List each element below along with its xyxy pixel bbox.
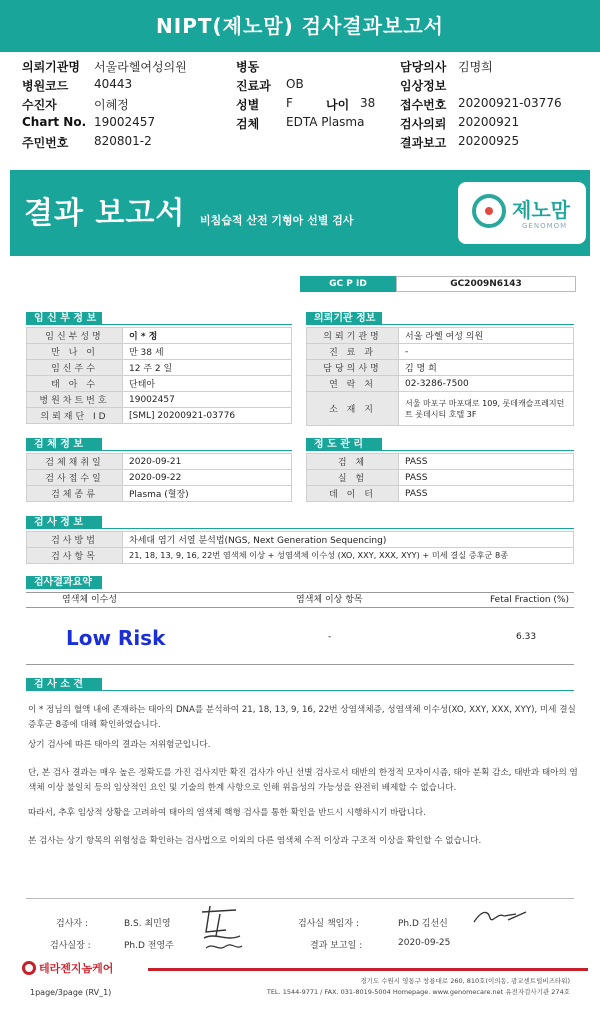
row-value: PASS bbox=[399, 470, 574, 486]
row-label: 검체종류 bbox=[27, 486, 123, 502]
meta-key: 담당의사 bbox=[400, 60, 447, 74]
row-label: 임신주수 bbox=[27, 360, 123, 376]
footer-address bbox=[250, 976, 570, 998]
row-value: Plasma (혈장) bbox=[123, 486, 292, 502]
row-value: - bbox=[399, 344, 574, 360]
row-value: 12 주 2 일 bbox=[123, 360, 292, 376]
row-value: 21, 18, 13, 9, 16, 22번 염색체 이상 + 성염색체 이수성 (XO, XXY, XXX, XYY) + 미세 결실 증후군 8종 bbox=[123, 548, 574, 564]
row-value: PASS bbox=[399, 486, 574, 502]
section-rule bbox=[306, 324, 574, 325]
signature-divider bbox=[26, 898, 574, 899]
table-row bbox=[307, 344, 574, 360]
row-value: 서울 마포구 마포대로 109, 롯데캐슬프레지던트 롯데시티 호텔 3F bbox=[399, 392, 574, 426]
meta-value: F bbox=[286, 96, 293, 110]
row-value: 단태아 bbox=[123, 376, 292, 392]
tester-label: 검사자 : bbox=[56, 919, 88, 929]
tester-signature-icon bbox=[196, 902, 246, 954]
section-header-opinion: 검 사 소 견 bbox=[26, 678, 102, 691]
summary-col-header: 염색체 이상 항목 bbox=[296, 595, 363, 605]
section-header-summary: 검사결과요약 bbox=[26, 576, 102, 589]
meta-key: 나이 bbox=[326, 98, 350, 112]
company-logo-icon bbox=[22, 961, 36, 975]
risk-result: Low Risk bbox=[66, 626, 166, 650]
meta-value: OB bbox=[286, 77, 304, 91]
meta-value: 40443 bbox=[94, 77, 133, 91]
row-value: 02-3286-7500 bbox=[399, 376, 574, 392]
tester-name: B.S. 최민영 bbox=[124, 919, 171, 929]
row-label: 담당의사명 bbox=[307, 360, 399, 376]
table-row bbox=[307, 360, 574, 376]
row-label: 만 나 이 bbox=[27, 344, 123, 360]
row-label: 진 료 과 bbox=[307, 344, 399, 360]
qc-table bbox=[306, 453, 574, 502]
table-row bbox=[27, 344, 292, 360]
meta-value: 38 bbox=[360, 96, 376, 110]
banner-title: 결과 보고서 bbox=[24, 196, 186, 231]
opinion-paragraph: 단, 본 검사 결과는 매우 높은 정확도를 가진 검사지만 확진 검사가 아닌 선별 검사로서 태반의 한정적 모자이시즘, 태아 분획 감소, 태반과 태아의 염색체 이상 불일치 등의 임상적인 요인 및 기술의 한계 사항으로 인해 위음성의 가능성을 완전히 배제할 수 없습니다. bbox=[28, 768, 578, 793]
logo-mark-icon bbox=[472, 194, 506, 228]
row-label: 검사항목 bbox=[27, 548, 123, 564]
genomom-logo bbox=[458, 182, 586, 244]
row-label: 검체채취일 bbox=[27, 454, 123, 470]
meta-value: 19002457 bbox=[94, 115, 156, 129]
row-label: 태 아 수 bbox=[27, 376, 123, 392]
table-row bbox=[27, 454, 292, 470]
director-name: Ph.D 김선신 bbox=[398, 919, 448, 929]
row-label: 의뢰재단 ID bbox=[27, 408, 123, 424]
meta-value: 820801-2 bbox=[94, 134, 152, 148]
summary-col-header: 염색체 이수성 bbox=[62, 595, 118, 605]
meta-block bbox=[0, 52, 600, 152]
table-row bbox=[307, 328, 574, 344]
section-rule bbox=[306, 450, 574, 451]
table-row bbox=[27, 408, 292, 424]
table-row bbox=[27, 328, 292, 344]
table-row bbox=[307, 392, 574, 426]
meta-key: 수진자 bbox=[22, 98, 57, 112]
report-title: NIPT(제노맘) 검사결과보고서 bbox=[0, 0, 600, 52]
table-row bbox=[27, 486, 292, 502]
meta-key: 임상정보 bbox=[400, 79, 447, 93]
meta-key: 성별 bbox=[236, 98, 260, 112]
section-rule bbox=[26, 324, 292, 325]
table-row bbox=[27, 548, 574, 564]
row-label: 검사접수일 bbox=[27, 470, 123, 486]
row-value: 2020-09-22 bbox=[123, 470, 292, 486]
report-date-label: 결과 보고일 : bbox=[310, 941, 363, 951]
section-rule bbox=[26, 528, 574, 529]
row-value: 김 명 희 bbox=[399, 360, 574, 376]
logo-text: 제노맘 bbox=[512, 198, 570, 222]
table-row bbox=[307, 376, 574, 392]
meta-value: EDTA Plasma bbox=[286, 115, 365, 129]
opinion-paragraph: 따라서, 추후 임상적 상황을 고려하여 태아의 염색체 핵형 검사를 통한 확인을 반드시 시행하시기 바랍니다. bbox=[28, 808, 426, 818]
section-header-qc: 정 도 관 리 bbox=[306, 438, 382, 451]
report-banner bbox=[10, 170, 590, 256]
gcpid-value: GC2009N6143 bbox=[396, 276, 576, 292]
table-row bbox=[27, 470, 292, 486]
meta-key: 진료과 bbox=[236, 79, 271, 93]
table-row bbox=[307, 454, 574, 470]
specimen-table bbox=[26, 453, 292, 502]
table-row bbox=[27, 376, 292, 392]
row-label: 검 체 bbox=[307, 454, 399, 470]
opinion-paragraph: 이 * 정님의 혈액 내에 존재하는 태아의 DNA를 분석하여 21, 18, 13, 9, 16, 22번 상염색체증, 성염색체 이수성(XO, XXY, XXX, XYY), 미세 결실 증후군 8종에 대해 확인하였습니다. bbox=[28, 705, 576, 730]
chief-name: Ph.D 전영주 bbox=[124, 941, 174, 951]
meta-key: 검사의뢰 bbox=[400, 117, 447, 131]
test-table bbox=[26, 531, 574, 564]
meta-value: 20200921-03776 bbox=[458, 96, 562, 110]
meta-key: 결과보고 bbox=[400, 136, 447, 150]
row-value: PASS bbox=[399, 454, 574, 470]
meta-value: 이혜정 bbox=[94, 98, 129, 112]
footer-rule bbox=[148, 968, 588, 971]
section-header-specimen: 검 체 정 보 bbox=[26, 438, 102, 451]
opinion-paragraph: 본 검사는 상기 항목의 위험성을 확인하는 검사법으로 이외의 다른 염색체 수적 이상과 구조적 이상을 확인할 수 없습니다. bbox=[28, 836, 482, 846]
page-indicator: 1page/3page (RV_1) bbox=[30, 988, 112, 997]
table-row bbox=[307, 486, 574, 502]
abnormal-value: - bbox=[328, 632, 332, 642]
summary-col-header: Fetal Fraction (%) bbox=[490, 595, 569, 605]
table-row bbox=[27, 392, 292, 408]
row-label: 데 이 터 bbox=[307, 486, 399, 502]
section-header-patient: 임 신 부 정 보 bbox=[26, 312, 102, 325]
company-logo bbox=[22, 960, 113, 976]
row-label: 의뢰기관명 bbox=[307, 328, 399, 344]
opinion-paragraph: 상기 검사에 따른 태아의 결과는 저위험군입니다. bbox=[28, 740, 211, 750]
row-value: 서울 라헬 여성 의원 bbox=[399, 328, 574, 344]
director-signature-icon bbox=[472, 906, 528, 926]
row-value: 차세대 염기 서열 분석법(NGS, Next Generation Sequencing) bbox=[123, 532, 574, 548]
table-row bbox=[307, 470, 574, 486]
row-value: 만 38 세 bbox=[123, 344, 292, 360]
address-line: 경기도 수원시 영통구 창룡대로 260, 810호(이의동, 광교센트럴비즈타워) bbox=[360, 977, 570, 985]
row-label: 병원차트번호 bbox=[27, 392, 123, 408]
meta-key: 검체 bbox=[236, 117, 260, 131]
row-value: 이 * 정 bbox=[123, 328, 292, 344]
meta-key: 접수번호 bbox=[400, 98, 447, 112]
row-label: 실 험 bbox=[307, 470, 399, 486]
row-label: 소 재 지 bbox=[307, 392, 399, 426]
section-header-test: 검 사 정 보 bbox=[26, 516, 102, 529]
table-row bbox=[27, 532, 574, 548]
report-date: 2020-09-25 bbox=[398, 938, 451, 948]
meta-key: 의뢰기관명 bbox=[22, 60, 80, 74]
row-value: 2020-09-21 bbox=[123, 454, 292, 470]
meta-key: 병동 bbox=[236, 60, 260, 74]
fetal-fraction-value: 6.33 bbox=[516, 632, 537, 642]
banner-subtitle: 비침습적 산전 기형아 선별 검사 bbox=[200, 214, 354, 227]
table-row bbox=[27, 360, 292, 376]
meta-value: 김명희 bbox=[458, 60, 493, 74]
gcpid-label: GC P ID bbox=[300, 276, 396, 292]
patient-table bbox=[26, 327, 292, 424]
contact-line: TEL. 1544-9771 / FAX. 031-8019-5004 Homepage. www.genomecare.net 유전자검사기관 274호 bbox=[266, 988, 570, 996]
company-name: 테라젠지놈케어 bbox=[39, 962, 114, 975]
meta-value: 20200921 bbox=[458, 115, 520, 129]
logo-small-text: GENOMOM bbox=[522, 222, 568, 230]
section-rule bbox=[26, 690, 574, 691]
meta-key: 주민번호 bbox=[22, 136, 69, 150]
row-label: 검사방법 bbox=[27, 532, 123, 548]
director-label: 검사실 책임자 : bbox=[298, 919, 359, 929]
meta-value: 서울라헬여성의원 bbox=[94, 60, 187, 74]
row-label: 임신부성명 bbox=[27, 328, 123, 344]
section-rule bbox=[26, 450, 292, 451]
meta-value: 20200925 bbox=[458, 134, 520, 148]
row-value: [SML] 20200921-03776 bbox=[123, 408, 292, 424]
chief-label: 검사실장 : bbox=[50, 941, 91, 951]
meta-key: Chart No. bbox=[22, 115, 87, 129]
row-value: 19002457 bbox=[123, 392, 292, 408]
institution-table bbox=[306, 327, 574, 426]
meta-key: 병원코드 bbox=[22, 79, 69, 93]
row-label: 연 락 처 bbox=[307, 376, 399, 392]
section-header-institution: 의뢰기관 정보 bbox=[306, 312, 382, 325]
